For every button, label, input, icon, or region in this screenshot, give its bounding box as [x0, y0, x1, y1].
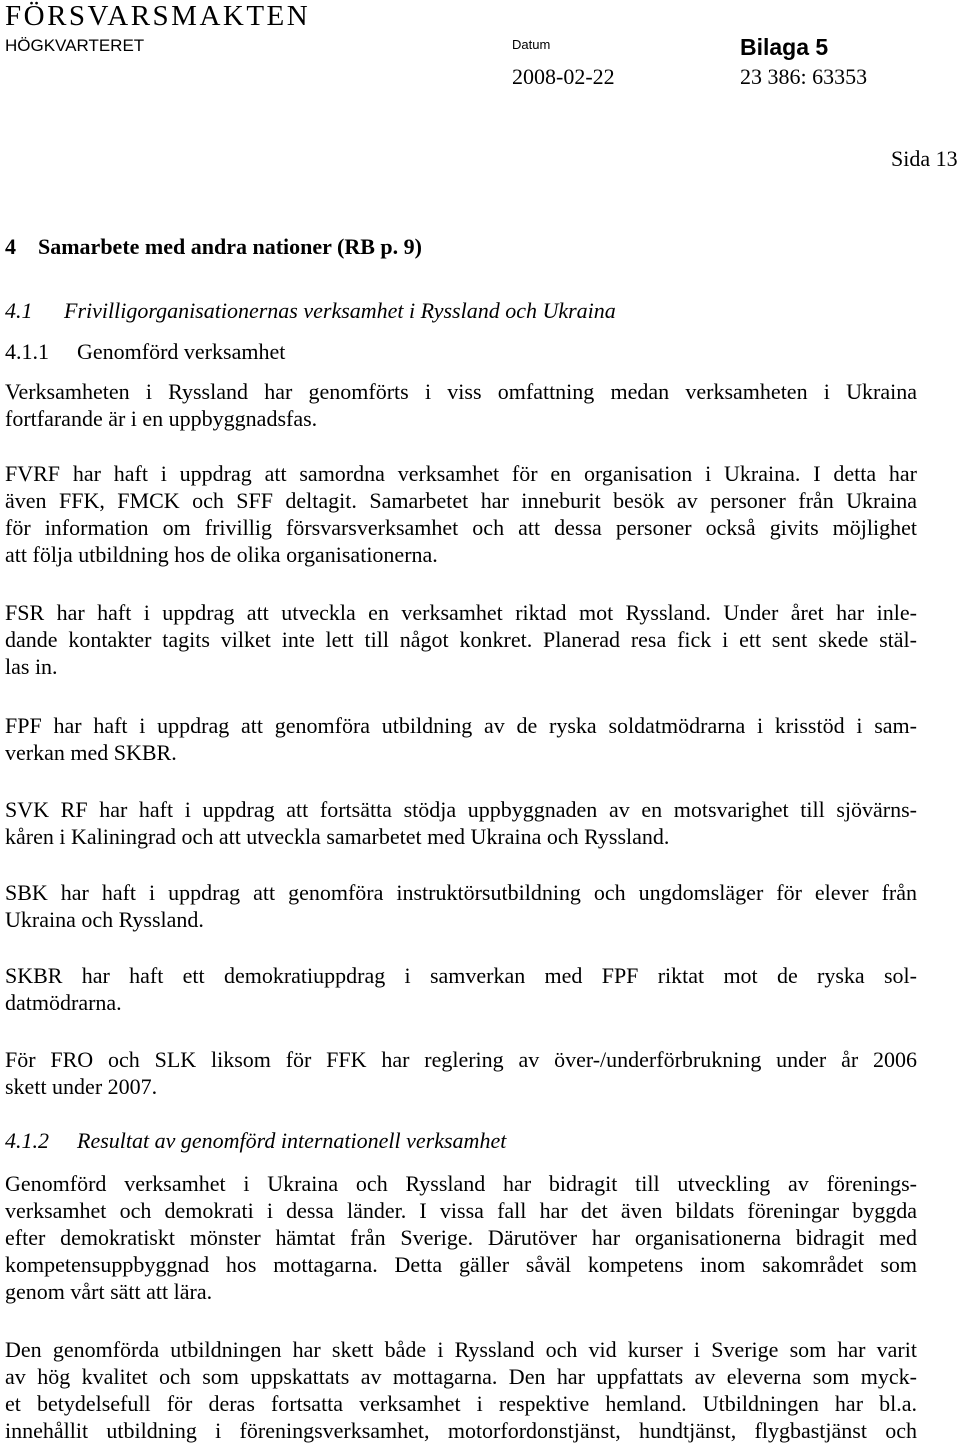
reference-number: 23 386: 63353 — [740, 64, 868, 89]
paragraph-line: dande kontakter tagits vilket inte lett till något konkret. Planerad resa fick i ett sent skede stäl- — [5, 627, 917, 652]
paragraph-line: genom vårt sätt att lära. — [5, 1279, 213, 1304]
paragraph — [5, 796, 917, 850]
heading-section-4 — [5, 234, 422, 260]
paragraph-line: SBK har haft i uppdrag att genomföra instruktörsutbildning och ungdomsläger för elever från — [5, 880, 917, 905]
paragraph — [5, 599, 917, 680]
paragraph — [5, 1046, 917, 1100]
paragraph-line: verksamhet och demokrati i dessa länder. I vissa fall har det även bildats föreningar byggda — [5, 1198, 917, 1223]
heading-number: 4.1.2 — [5, 1128, 49, 1153]
paragraph-line: även FFK, FMCK och SFF deltagit. Samarbetet har inneburit besök av personer från Ukraina — [5, 488, 917, 513]
heading-number: 4 — [5, 234, 16, 259]
paragraph-line: kåren i Kaliningrad och att utveckla samarbetet med Ukraina och Ryssland. — [5, 824, 670, 849]
appendix-label: Bilaga 5 — [740, 34, 829, 60]
paragraph-line: att följa utbildning hos de olika organisationerna. — [5, 542, 438, 567]
paragraph-line: innehållit utbildning i föreningsverksamhet, motorfordonstjänst, hundtjänst, flygbastjänst och — [5, 1418, 917, 1443]
paragraph-line: datmödrarna. — [5, 990, 122, 1015]
paragraph — [5, 378, 917, 432]
unit-name: HÖGKVARTERET — [5, 36, 145, 55]
date-label: Datum — [512, 37, 551, 52]
paragraph — [5, 1336, 917, 1444]
paragraph-line: av hög kvalitet och som uppskattats av mottagarna. Den har uppfattats av eleverna som myck- — [5, 1364, 917, 1389]
heading-title: Resultat av genomförd internationell verksamhet — [77, 1128, 507, 1153]
paragraph-line: et betydelsefull för deras fortsatta verksamhet i respektive hemland. Utbildningen har bl.a. — [5, 1391, 917, 1416]
paragraph-line: För FRO och SLK liksom för FFK har reglering av över-/underförbrukning under år 2006 — [5, 1047, 917, 1072]
paragraph — [5, 460, 917, 568]
heading-title: Genomförd verksamhet — [77, 339, 286, 364]
heading-section-4-1 — [5, 298, 616, 324]
paragraph-line: FSR har haft i uppdrag att utveckla en verksamhet riktad mot Ryssland. Under året har inle- — [5, 600, 917, 625]
paragraph-line: Den genomförda utbildningen har skett både i Ryssland och vid kurser i Sverige som har varit — [5, 1337, 917, 1362]
heading-section-4-1-1 — [5, 339, 285, 365]
heading-number: 4.1 — [5, 298, 33, 323]
paragraph-line: SKBR har haft ett demokratiuppdrag i samverkan med FPF riktat mot de ryska sol- — [5, 963, 917, 988]
paragraph-line: Genomförd verksamhet i Ukraina och Ryssland har bidragit till utveckling av förenings- — [5, 1171, 917, 1196]
paragraph — [5, 962, 917, 1016]
paragraph-line: fortfarande är i en uppbyggnadsfas. — [5, 406, 318, 431]
paragraph-line: skett under 2007. — [5, 1074, 158, 1099]
paragraph-line: för information om frivillig försvarsverksamhet och att dessa personer också givits möjlighet — [5, 515, 917, 540]
heading-section-4-1-2 — [5, 1128, 506, 1154]
paragraph-line: verkan med SKBR. — [5, 740, 177, 765]
heading-title: Frivilligorganisationernas verksamhet i Ryssland och Ukraina — [64, 298, 616, 323]
paragraph — [5, 879, 917, 933]
paragraph-line: SVK RF har haft i uppdrag att fortsätta stödja uppbyggnaden av en motsvarighet till sjövärns- — [5, 797, 917, 822]
paragraph-line: efter demokratiskt mönster hämtat från Sverige. Därutöver har organisationerna bidragit med — [5, 1225, 917, 1250]
paragraph-line: Verksamheten i Ryssland har genomförts i viss omfattning medan verksamheten i Ukraina — [5, 379, 917, 404]
paragraph — [5, 1170, 917, 1305]
paragraph-line: FVRF har haft i uppdrag att samordna verksamhet för en organisation i Ukraina. I detta har — [5, 461, 917, 486]
heading-number: 4.1.1 — [5, 339, 49, 364]
paragraph-line: kompetensuppbyggnad hos mottagarna. Detta gäller såväl kompetens inom sakområdet som — [5, 1252, 917, 1277]
paragraph-line: las in. — [5, 654, 58, 679]
page-number: Sida 13 — [891, 146, 958, 171]
document-date: 2008-02-22 — [512, 64, 615, 89]
paragraph — [5, 712, 917, 766]
organization-name: FÖRSVARSMAKTEN — [5, 0, 311, 32]
heading-title: Samarbete med andra nationer (RB p. 9) — [38, 234, 422, 259]
paragraph-line: FPF har haft i uppdrag att genomföra utbildning av de ryska soldatmödrarna i krisstöd i sam- — [5, 713, 917, 738]
paragraph-line: Ukraina och Ryssland. — [5, 907, 204, 932]
